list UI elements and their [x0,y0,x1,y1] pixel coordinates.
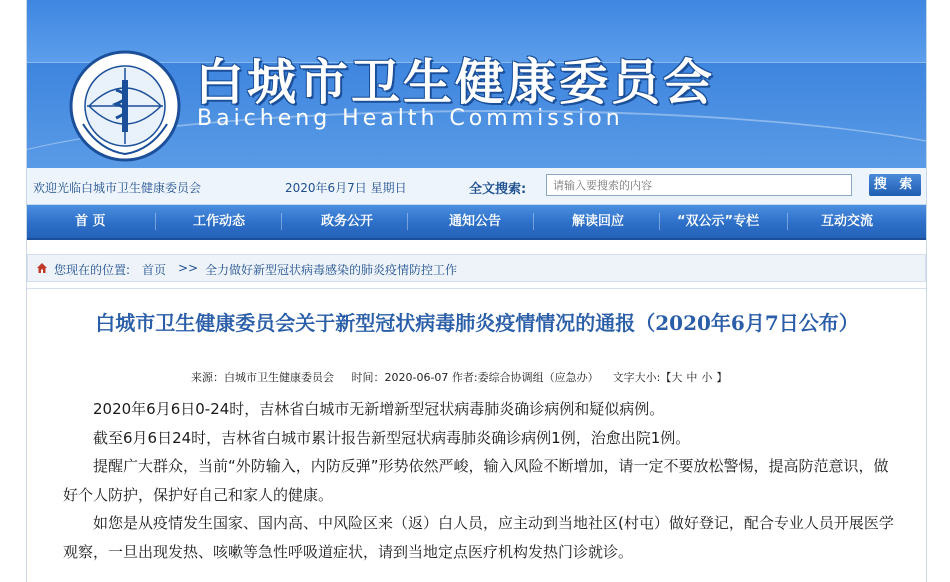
breadcrumb-current-link[interactable]: 全力做好新型冠状病毒感染的肺炎疫情防控工作 [205,263,458,277]
nav-separator [407,213,408,230]
nav-item-double-publicity[interactable]: “双公示”专栏 [677,214,760,229]
site-title: 白城市卫生健康委员会 [195,54,716,111]
article-paragraph: 如您是从疫情发生国家、国内高、中风险区来（返）白人员，应主动到当地社区(村屯）做好登记，配合专业人员开展医学观察，一旦出现发热、咳嗽等急性呼吸道症状，请到当地定点医疗机构发热门诊就诊。 [63,514,894,561]
breadcrumb-home-link[interactable]: 首页 [142,263,167,277]
nav-item-interpretation[interactable]: 解读回应 [572,214,625,229]
breadcrumb-prefix: 您现在的位置: [54,263,131,277]
site-subtitle: Baicheng Health Commission [197,106,624,131]
search-label: 全文搜索: [469,182,527,197]
article-title: 白城市卫生健康委员会关于新型冠状病毒肺炎疫情情况的通报（2020年6月7日公布） [95,311,859,335]
article-paragraph: 提醒广大群众，当前“外防输入，内防反弹”形势依然严峻，输入风险不断增加，请一定不要放松警惕，提高防范意识，做好个人防护，保护好自己和家人的健康。 [63,457,889,504]
info-bar [27,168,926,205]
home-icon [36,262,48,274]
nav-separator [155,213,156,230]
search-input[interactable] [546,174,852,196]
nav-item-notices[interactable]: 通知公告 [449,214,502,229]
main-nav [27,205,926,240]
article-paragraph: 截至6月6日24时，吉林省白城市累计报告新型冠状病毒肺炎确诊病例1例，治愈出院1例。 [93,428,691,447]
current-date: 2020年6月7日 星期日 [285,181,407,195]
health-commission-emblem-icon [69,50,181,162]
article-meta [191,369,741,385]
nav-separator [787,213,788,230]
page-frame [26,0,927,582]
nav-item-interaction[interactable]: 互动交流 [821,214,874,229]
article-body [63,395,897,566]
content-divider [27,288,926,289]
nav-separator [659,213,660,230]
font-size-label-end: 】 [716,371,728,384]
nav-item-gov-affairs[interactable]: 政务公开 [321,214,374,229]
welcome-text: 欢迎光临白城市卫生健康委员会 [33,181,202,195]
nav-separator [281,213,282,230]
article-source: 来源：白城市卫生健康委员会 [191,371,334,384]
font-size-medium-button[interactable]: 中 [686,371,698,384]
nav-item-work-news[interactable]: 工作动态 [193,214,246,229]
article-time-author: 时间：2020-06-07 作者:委综合协调组（应急办） [351,371,599,384]
nav-item-home[interactable]: 首 页 [75,214,106,229]
font-size-small-button[interactable]: 小 [701,371,713,384]
site-banner [27,0,926,168]
search-button[interactable]: 搜 索 [869,174,921,196]
nav-separator [533,213,534,230]
article-paragraph: 2020年6月6日0-24时，吉林省白城市无新增新型冠状病毒肺炎确诊病例和疑似病例。 [93,400,665,418]
breadcrumb [27,254,926,282]
breadcrumb-separator: >> [178,261,199,275]
font-size-large-button[interactable]: 大 [671,371,683,384]
font-size-label: 文字大小:【 [612,371,672,384]
